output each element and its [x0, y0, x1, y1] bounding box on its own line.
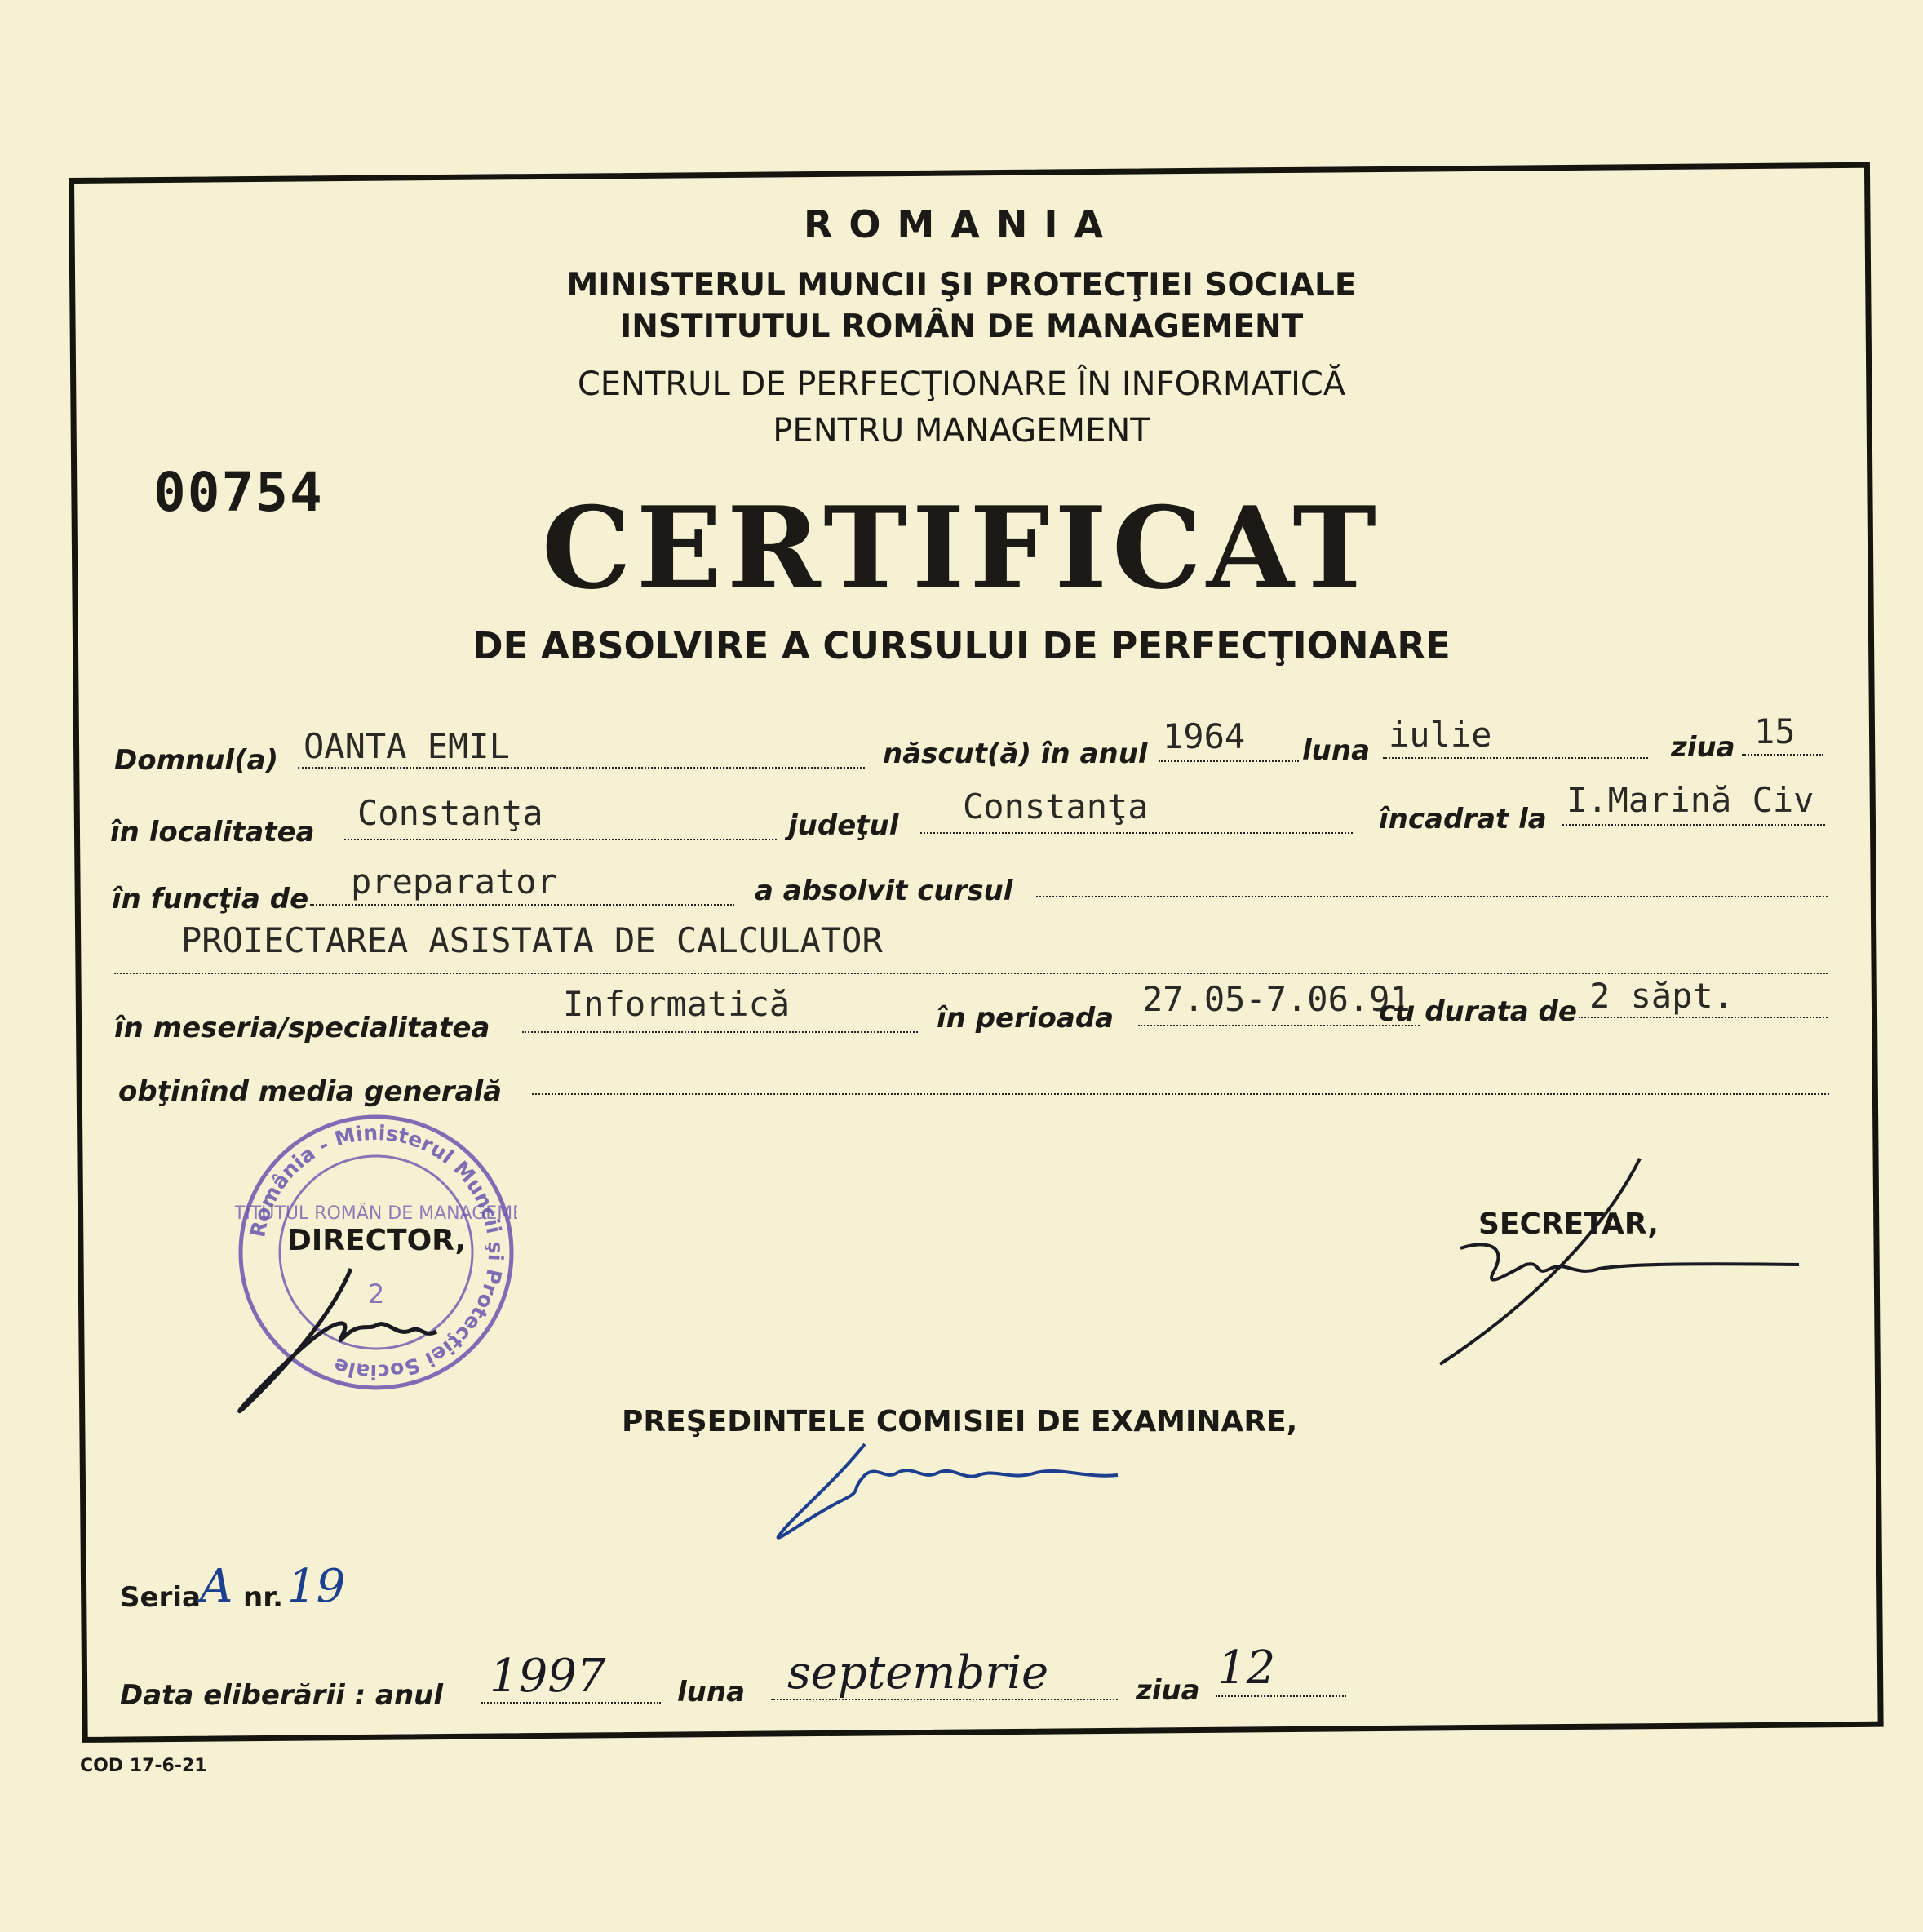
- course-label: a absolvit cursul: [755, 875, 1013, 907]
- issue-day-value: 12: [1217, 1642, 1276, 1695]
- series-label: Seria: [120, 1581, 201, 1614]
- position-value: preparator: [351, 862, 557, 902]
- president-signature: [778, 1444, 1118, 1538]
- stamp-inner-text: TITUTUL ROMÂN DE MANAGEM: [235, 1203, 513, 1224]
- center-heading-line1: CENTRUL DE PERFECŢIONARE ÎN INFORMATICĂ: [577, 366, 1346, 403]
- specialty-value: Informatică: [563, 984, 791, 1024]
- born-label: născut(ă) în anul: [883, 738, 1148, 770]
- birth-month-label: luna: [1302, 734, 1371, 767]
- stamp-number: 2: [367, 1278, 385, 1309]
- issue-day-label: ziua: [1136, 1674, 1200, 1707]
- president-label: PREŞEDINTELE COMISIEI DE EXAMINARE,: [622, 1405, 1298, 1438]
- series-nr-label: nr.: [243, 1581, 284, 1614]
- course-value: PROIECTAREA ASISTATA DE CALCULATOR: [181, 920, 883, 960]
- institute-heading: INSTITUTUL ROMÂN DE MANAGEMENT: [619, 308, 1304, 345]
- duration-value: 2 săpt.: [1589, 976, 1735, 1016]
- issue-month-value: septembrie: [787, 1646, 1049, 1699]
- specialty-label: în meseria/specialitatea: [114, 1012, 490, 1044]
- certificate-subtitle: DE ABSOLVIRE A CURSULUI DE PERFECŢIONARE: [472, 624, 1451, 667]
- average-label: obţinînd media generală: [118, 1075, 503, 1108]
- employer-value: I.Marină Civ: [1566, 780, 1814, 820]
- issue-year-value: 1997: [490, 1650, 606, 1703]
- birth-year-value: 1964: [1163, 716, 1246, 756]
- stamp-outer-text: România - Ministerul Muncii şi Protecţiei Sociale: [246, 1120, 508, 1385]
- series-value: A: [200, 1560, 233, 1613]
- name-value: OANTA EMIL: [304, 726, 510, 766]
- locality-label: în localitatea: [110, 816, 315, 849]
- birth-month-value: iulie: [1389, 715, 1492, 755]
- birth-day-value: 15: [1754, 711, 1796, 751]
- issue-month-label: luna: [677, 1676, 746, 1708]
- issue-date-label: Data eliberării : anul: [120, 1679, 444, 1712]
- director-signature: [240, 1269, 436, 1411]
- position-label: în funcţia de: [112, 883, 309, 915]
- country-heading: ROMANIA: [803, 202, 1120, 246]
- secretary-label: SECRETAR,: [1478, 1208, 1659, 1241]
- county-value: Constanţa: [963, 787, 1149, 826]
- birth-day-label: ziua: [1671, 731, 1735, 764]
- duration-label: cu durata de: [1379, 995, 1577, 1028]
- county-label: judeţul: [788, 809, 899, 842]
- employer-label: încadrat la: [1379, 803, 1547, 835]
- locality-value: Constanţa: [357, 793, 543, 833]
- name-label: Domnul(a): [114, 744, 279, 777]
- period-value: 27.05-7.06.91: [1142, 979, 1411, 1019]
- form-code: COD 17-6-21: [80, 1756, 207, 1776]
- issue-day-line: [1216, 1695, 1346, 1697]
- secretary-signature: [1440, 1159, 1799, 1364]
- certificate-title: CERTIFICAT: [541, 481, 1382, 614]
- serial-number: 00754: [153, 461, 324, 524]
- series-nr-value: 19: [287, 1560, 346, 1613]
- period-label: în perioada: [937, 1002, 1114, 1035]
- ministry-heading: MINISTERUL MUNCII ŞI PROTECŢIEI SOCIALE: [566, 267, 1357, 304]
- director-label: DIRECTOR,: [287, 1224, 467, 1257]
- center-heading-line2: PENTRU MANAGEMENT: [773, 412, 1150, 450]
